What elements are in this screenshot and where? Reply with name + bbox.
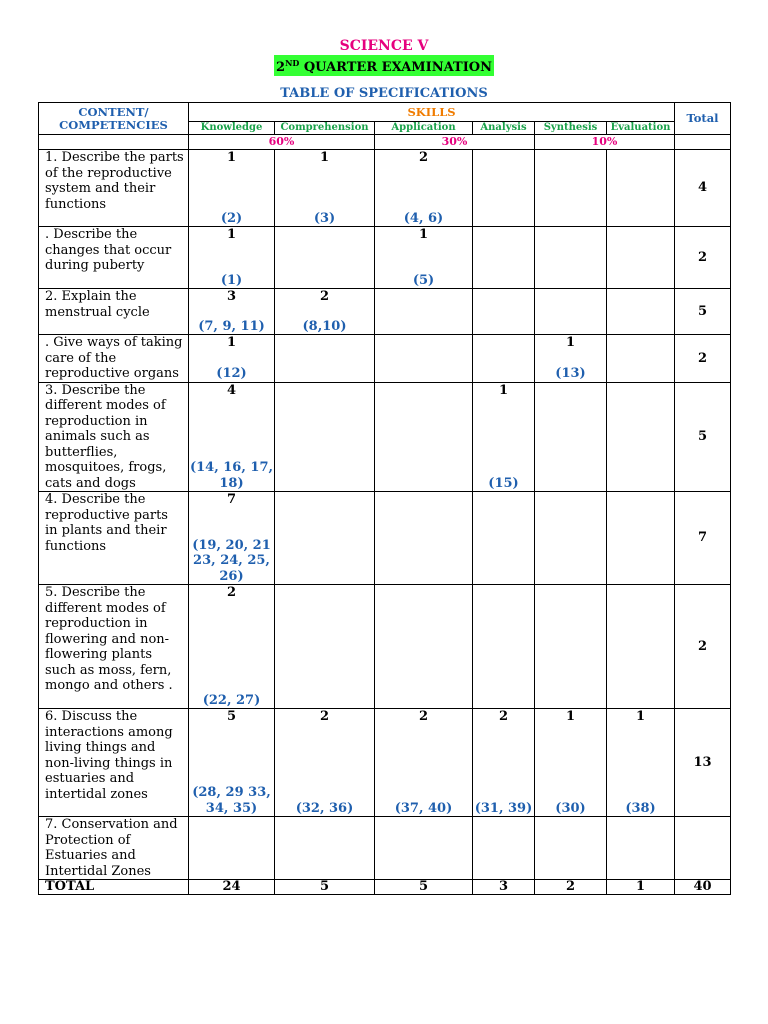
skill-cell <box>375 335 473 383</box>
skill-cell <box>473 150 535 227</box>
skill-cell <box>189 709 275 817</box>
item-count: 5 <box>226 709 237 724</box>
skill-cell <box>375 709 473 817</box>
skill-cell <box>473 709 535 817</box>
row-total: 2 <box>675 227 731 289</box>
subtitle-text: QUARTER EXAMINATION <box>299 60 492 75</box>
item-count: 2 <box>319 709 330 724</box>
skill-comprehension-header: Comprehension <box>275 122 375 135</box>
table-row <box>39 335 731 383</box>
skill-cell <box>275 709 375 817</box>
document-title: SCIENCE V <box>339 38 429 54</box>
skill-total: 2 <box>535 880 607 895</box>
row-total: 7 <box>675 492 731 585</box>
header-row-percents <box>39 135 731 150</box>
item-numbers: (37, 40) <box>394 800 453 816</box>
item-numbers: (22, 27) <box>202 692 261 708</box>
item-count: 1 <box>498 382 509 398</box>
skill-total: 5 <box>275 880 375 895</box>
skill-cell <box>275 585 375 709</box>
item-numbers: (12) <box>216 366 247 381</box>
competency-cell: . Describe the changes that occur during puberty <box>39 227 189 289</box>
skill-cell <box>375 289 473 335</box>
row-total: 2 <box>675 335 731 383</box>
item-count: 2 <box>226 585 237 600</box>
skill-cell <box>473 585 535 709</box>
skill-knowledge-header: Knowledge <box>189 122 275 135</box>
skill-cell <box>535 492 607 585</box>
skill-cell <box>375 492 473 585</box>
item-count: 1 <box>565 709 576 724</box>
skill-cell <box>275 289 375 335</box>
skill-cell <box>607 289 675 335</box>
subtitle-ordinal-suffix: ND <box>285 58 300 68</box>
specifications-table <box>38 102 731 895</box>
row-total: 2 <box>675 585 731 709</box>
exam-subtitle <box>274 55 494 76</box>
competency-cell: 3. Describe the different modes of reproduction in animals such as butterflies, mosquitoes, frogs, cats and dogs <box>39 382 189 492</box>
competency-cell: 1. Describe the parts of the reproductive system and their functions <box>39 150 189 227</box>
subtitle-ordinal: 2 <box>276 60 286 75</box>
skill-cell <box>535 585 607 709</box>
item-numbers: (4, 6) <box>403 210 444 226</box>
skill-cell <box>375 585 473 709</box>
skill-cell <box>189 335 275 383</box>
item-numbers: (32, 36) <box>295 800 354 816</box>
item-count: 2 <box>319 289 330 304</box>
skill-cell <box>535 227 607 289</box>
grand-total: 40 <box>675 880 731 895</box>
competency-cell: 7. Conservation and Protection of Estuaries and Intertidal Zones <box>39 817 189 880</box>
percent-application-analysis: 30% <box>375 135 535 150</box>
table-row <box>39 585 731 709</box>
item-numbers: (14, 16, 17, 18) <box>189 460 274 491</box>
percent-synthesis-evaluation: 10% <box>535 135 675 150</box>
skill-cell <box>473 289 535 335</box>
item-count: 1 <box>226 227 237 242</box>
item-numbers: (5) <box>412 272 435 288</box>
skill-cell <box>375 817 473 880</box>
skill-cell <box>607 817 675 880</box>
skill-cell <box>189 817 275 880</box>
competency-cell: 6. Discuss the interactions among living things and non-living things in estuaries and intertidal zones <box>39 709 189 817</box>
totals-row <box>39 880 731 895</box>
skill-cell <box>473 227 535 289</box>
item-numbers: (3) <box>313 210 336 226</box>
item-numbers: (19, 20, 21 23, 24, 25, 26) <box>192 537 271 584</box>
skill-cell <box>607 335 675 383</box>
item-numbers: (8,10) <box>302 318 347 334</box>
table-row <box>39 227 731 289</box>
skill-total: 5 <box>375 880 473 895</box>
table-row <box>39 709 731 817</box>
skill-cell <box>535 289 607 335</box>
item-numbers: (15) <box>488 475 519 491</box>
row-total: 5 <box>675 382 731 492</box>
skill-cell <box>473 817 535 880</box>
skill-total: 24 <box>189 880 275 895</box>
skill-cell <box>275 817 375 880</box>
percent-knowledge-comprehension: 60% <box>189 135 375 150</box>
skill-application-header: Application <box>375 122 473 135</box>
skill-cell <box>189 382 275 492</box>
competency-cell: 4. Describe the reproductive parts in plants and their functions <box>39 492 189 585</box>
skill-cell <box>375 150 473 227</box>
item-count: 2 <box>418 150 429 165</box>
skill-cell <box>189 492 275 585</box>
row-total: 5 <box>675 289 731 335</box>
skill-cell <box>275 335 375 383</box>
table-row <box>39 289 731 335</box>
skill-cell <box>473 492 535 585</box>
row-total <box>675 817 731 880</box>
skill-cell <box>535 382 607 492</box>
item-count: 1 <box>635 709 646 724</box>
skill-cell <box>535 335 607 383</box>
skill-cell <box>607 227 675 289</box>
content-competencies-header: CONTENT/ COMPETENCIES <box>39 103 189 135</box>
item-count: 3 <box>226 289 237 304</box>
item-numbers: (28, 29 33, 34, 35) <box>192 785 271 816</box>
item-count: 7 <box>226 492 237 507</box>
item-numbers: (1) <box>220 272 243 288</box>
item-numbers: (7, 9, 11) <box>198 318 265 334</box>
skill-cell <box>535 150 607 227</box>
skill-cell <box>189 227 275 289</box>
percent-spacer-left <box>39 135 189 150</box>
skill-analysis-header: Analysis <box>473 122 535 135</box>
skill-synthesis-header: Synthesis <box>535 122 607 135</box>
exam-subtitle-wrap <box>0 55 768 76</box>
row-total: 4 <box>675 150 731 227</box>
table-row <box>39 817 731 880</box>
skill-cell <box>607 709 675 817</box>
skill-total: 3 <box>473 880 535 895</box>
item-count: 4 <box>226 382 237 398</box>
item-count: 1 <box>226 335 237 350</box>
item-numbers: (13) <box>555 366 586 381</box>
skill-cell <box>607 585 675 709</box>
skill-total: 1 <box>607 880 675 895</box>
competency-cell: 2. Explain the menstrual cycle <box>39 289 189 335</box>
skill-cell <box>473 335 535 383</box>
item-count: 1 <box>418 227 429 242</box>
skill-cell <box>473 382 535 492</box>
header-row-skills <box>39 103 731 122</box>
item-count: 1 <box>319 150 330 165</box>
percent-spacer-right <box>675 135 731 150</box>
skill-cell <box>189 289 275 335</box>
skill-cell <box>375 227 473 289</box>
skills-header: SKILLS <box>189 103 675 122</box>
skill-cell <box>275 382 375 492</box>
skill-cell <box>275 150 375 227</box>
skill-cell <box>275 492 375 585</box>
item-count: 2 <box>418 709 429 724</box>
skill-cell <box>535 817 607 880</box>
skill-cell <box>275 227 375 289</box>
item-numbers: (38) <box>625 800 656 816</box>
table-title: TABLE OF SPECIFICATIONS <box>280 86 488 101</box>
total-header: Total <box>675 103 731 135</box>
item-numbers: (30) <box>555 800 586 816</box>
table-row <box>39 150 731 227</box>
item-count: 2 <box>498 709 509 724</box>
item-count: 1 <box>226 150 237 165</box>
table-row <box>39 492 731 585</box>
skill-cell <box>607 150 675 227</box>
skill-cell <box>375 382 473 492</box>
row-total: 13 <box>675 709 731 817</box>
competency-cell: 5. Describe the different modes of reproduction in flowering and non-flowering plants such as moss, fern, mongo and others . <box>39 585 189 709</box>
skill-cell <box>535 709 607 817</box>
item-numbers: (2) <box>220 210 243 226</box>
competency-cell: . Give ways of taking care of the reproductive organs <box>39 335 189 383</box>
skill-cell <box>189 585 275 709</box>
item-numbers: (31, 39) <box>474 800 533 816</box>
skill-evaluation-header: Evaluation <box>607 122 675 135</box>
skill-cell <box>607 492 675 585</box>
skill-cell <box>189 150 275 227</box>
table-row <box>39 382 731 492</box>
skill-cell <box>607 382 675 492</box>
totals-label: TOTAL <box>39 880 189 895</box>
item-count: 1 <box>565 335 576 350</box>
